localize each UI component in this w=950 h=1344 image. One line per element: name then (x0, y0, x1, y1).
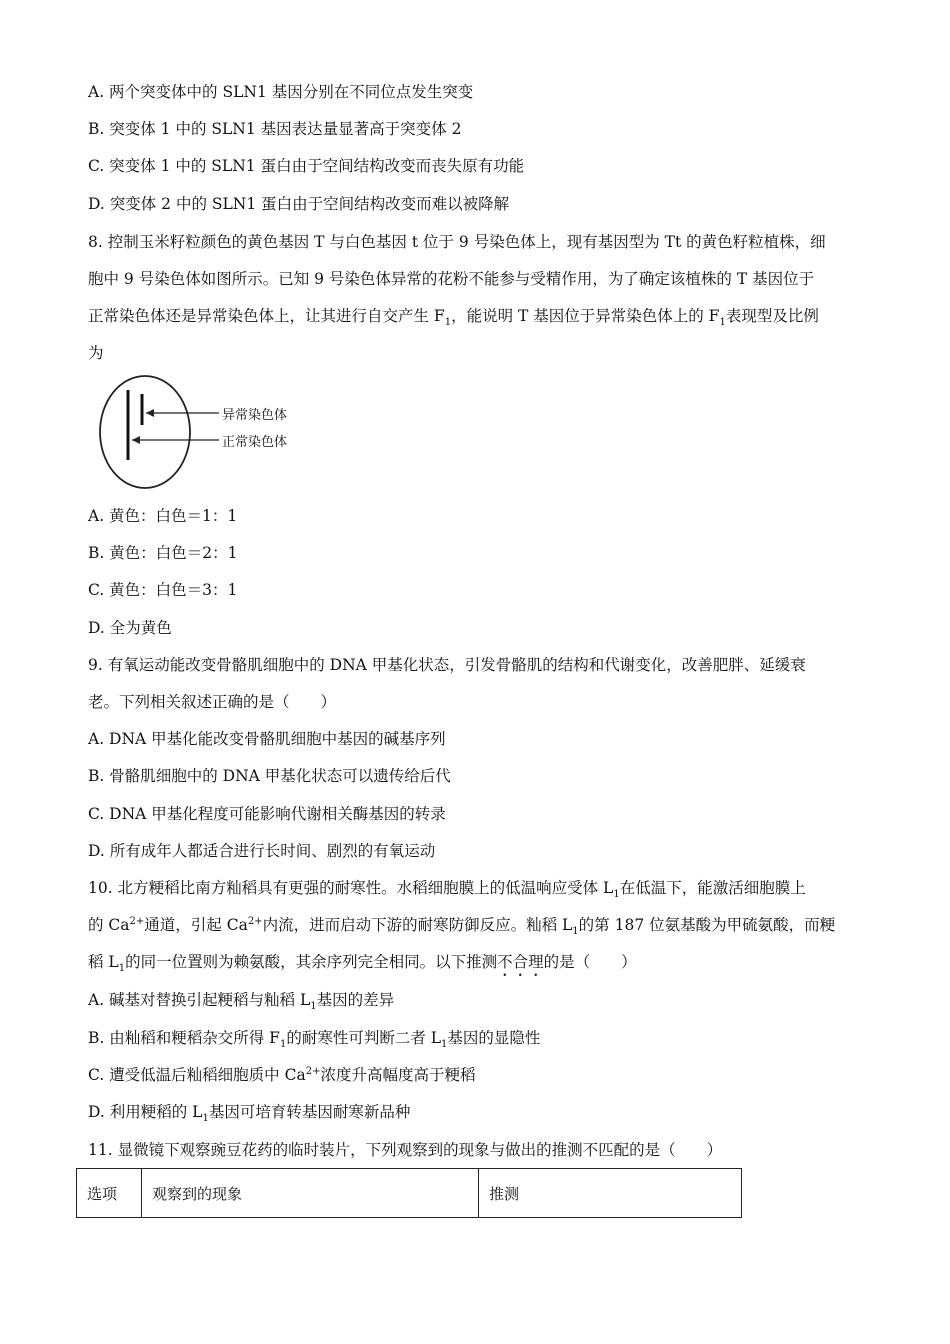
q9-option-a: A. DNA 甲基化能改变骨骼肌细胞中基因的碱基序列 (88, 730, 446, 748)
q7-option-b: B. 突变体 1 中的 SLN1 基因表达量显著高于突变体 2 (88, 120, 462, 138)
table-header-observation: 观察到的现象 (142, 1169, 479, 1218)
q7-option-d: D. 突变体 2 中的 SLN1 蛋白由于空间结构改变而难以被降解 (88, 195, 510, 213)
q9-stem-line-2: 老。下列相关叙述正确的是（ ） (88, 693, 337, 711)
chromosome-diagram (98, 372, 308, 490)
table-header-row (77, 1169, 742, 1218)
q11-table (76, 1168, 742, 1218)
emphasis-not-reasonable: 不合理 (497, 953, 544, 971)
q10-option-d: D. 利用粳稻的 $L_1$基因可培育转基因耐寒新品种 (88, 1103, 411, 1125)
q9-stem-line-1: 9. 有氧运动能改变骨骼肌细胞中的 DNA 甲基化状态，引发骨骼肌的结构和代谢变化，改善肥胖、延缓衰 (88, 656, 806, 674)
q9-option-b: B. 骨骼肌细胞中的 DNA 甲基化状态可以遗传给后代 (88, 767, 451, 785)
q9-option-d: D. 所有成年人都适合进行长时间、剧烈的有氧运动 (88, 842, 436, 860)
q8-option-a: A. 黄色：白色＝1：1 (88, 507, 238, 525)
q7-option-c: C. 突变体 1 中的 SLN1 蛋白由于空间结构改变而丧失原有功能 (88, 157, 525, 175)
q11-stem: 11. 显微镜下观察豌豆花药的临时装片，下列观察到的现象与做出的推测不匹配的是（ ） (88, 1141, 723, 1159)
q10-option-a: A. 碱基对替换引起粳稻与籼稻 $L_1$基因的差异 (88, 991, 395, 1013)
q8-option-b: B. 黄色：白色＝2：1 (88, 544, 238, 562)
q8-option-d: D. 全为黄色 (88, 619, 172, 637)
arrowhead-normal (132, 436, 140, 444)
arrowhead-abnormal (146, 409, 154, 417)
q8-stem-line-4: 为 (88, 344, 104, 362)
q10-stem-line-3: 稻 $L_1$的同一位置则为赖氨酸，其余序列完全相同。以下推测不合理的是（ ） (88, 953, 637, 975)
q10-option-c: C. 遭受低温后籼稻细胞质中 $Ca^{2+}$浓度升高幅度高于粳稻 (88, 1065, 476, 1084)
q8-option-c: C. 黄色：白色＝3：1 (88, 581, 238, 599)
q7-option-a: A. 两个突变体中的 SLN1 基因分别在不同位点发生突变 (88, 83, 474, 101)
table-header-inference: 推测 (479, 1169, 742, 1218)
label-abnormal-chromosome: 异常染色体 (222, 408, 288, 423)
q9-option-c: C. DNA 甲基化程度可能影响代谢相关酶基因的转录 (88, 805, 446, 823)
q8-stem-line-3: 正常染色体还是异常染色体上，让其进行自交产生 $F_1$，能说明 T 基因位于异常染色体上的 $F_1$表现型及比例 (88, 307, 819, 329)
q10-stem-line-2: 的 $Ca^{2+}$通道，引起 $Ca^{2+}$内流，进而启动下游的耐寒防御反应。籼稻 $L_1$的第 187 位氨基酸为甲硫氨酸，而粳 (88, 915, 836, 938)
q8-stem-line-2: 胞中 9 号染色体如图所示。已知 9 号染色体异常的花粉不能参与受精作用，为了确定该植株的 T 基因位于 (88, 270, 815, 288)
cell-outline (100, 376, 190, 488)
q10-option-b: B. 由籼稻和粳稻杂交所得 $F_1$的耐寒性可判断二者 $L_1$基因的显隐性 (88, 1029, 541, 1051)
q8-stem-line-1: 8. 控制玉米籽粒颜色的黄色基因 T 与白色基因 t 位于 9 号染色体上，现有基因型为 Tt 的黄色籽粒植株，细 (88, 233, 826, 251)
q10-stem-line-1: 10. 北方粳稻比南方籼稻具有更强的耐寒性。水稻细胞膜上的低温响应受体 $L_1$在低温下，能激活细胞膜上 (88, 879, 806, 901)
label-normal-chromosome: 正常染色体 (222, 435, 288, 450)
table-header-option: 选项 (77, 1169, 142, 1218)
